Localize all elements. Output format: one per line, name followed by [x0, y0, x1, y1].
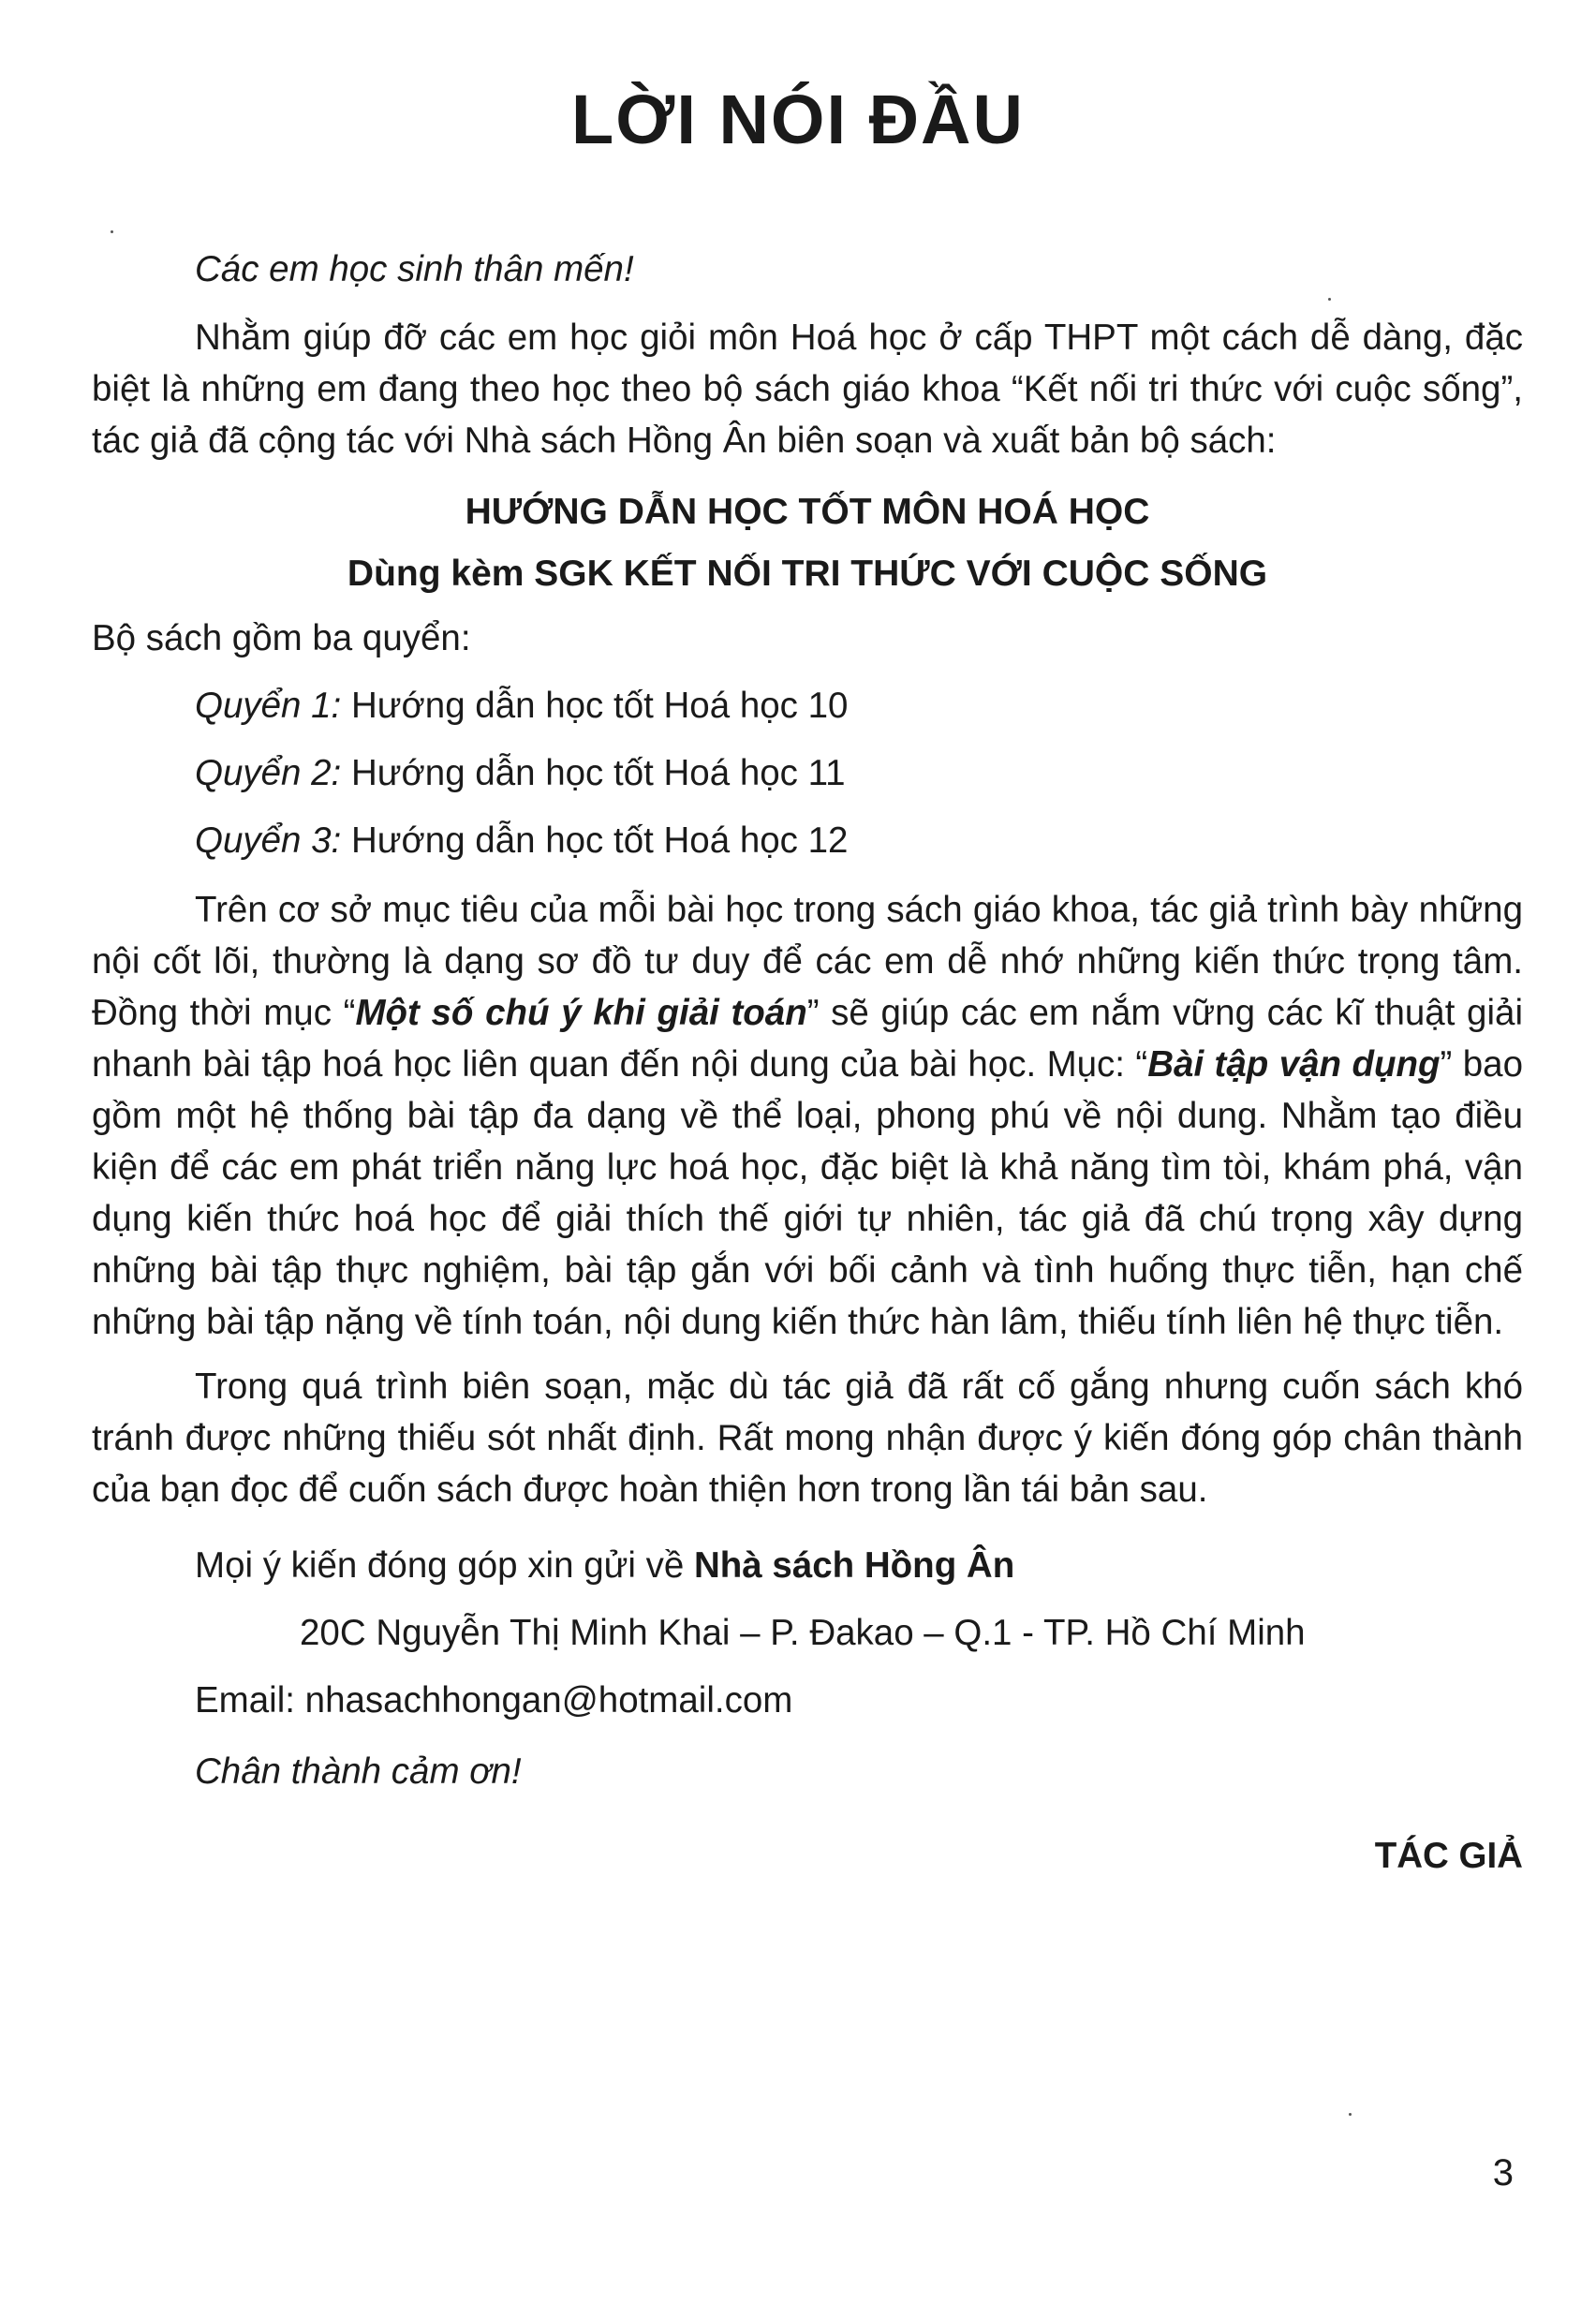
- contact-intro: Mọi ý kiến đóng góp xin gửi về: [195, 1545, 694, 1586]
- volume-name: Hướng dẫn học tốt Hoá học 11: [350, 753, 846, 793]
- email-address: nhasachhongan@hotmail.com: [304, 1680, 793, 1721]
- volumes-intro: Bộ sách gồm ba quyển:: [92, 618, 471, 658]
- content-paragraph: [92, 884, 1523, 1348]
- content-highlight-1: Một số chú ý khi giải toán: [355, 993, 807, 1033]
- scan-speck: [111, 230, 113, 233]
- contact-email-line: [92, 1667, 1523, 1735]
- content-highlight-2: Bài tập vận dụng: [1147, 1044, 1441, 1085]
- volume-item: [92, 672, 1523, 740]
- volume-name: Hướng dẫn học tốt Hoá học 12: [350, 820, 849, 861]
- page-number: 3: [1492, 2152, 1514, 2193]
- volume-item: [92, 807, 1523, 875]
- author-signature: TÁC GIẢ: [1374, 1836, 1523, 1876]
- email-label: Email:: [195, 1680, 305, 1721]
- thanks: Chân thành cảm ơn!: [195, 1751, 522, 1792]
- volume-label: Quyển 1:: [195, 686, 342, 726]
- content-text-2: ” sẽ giúp các em nắm vững các kĩ thuật giải nhanh bài tập hoá học liên quan đến nội dung của bài học. Mục: “: [92, 993, 1523, 1085]
- content-text-3: ” bao gồm một hệ thống bài tập đa dạng về thể loại, phong phú về nội dung. Nhằm tạo điều kiện để các em phát triển năng lực hoá học, đặc biệt là khả năng tìm tòi, khám phá, vận dụng kiến thức hoá học để giải thích thế giới tự nhiên, tác giả đã chú trọng xây dựng những bài tập thực nghiệm, bài tập gắn với bối cảnh và tình huống thực tiễn, hạn chế những bài tập nặng về tính toán, nội dung kiến thức hàn lâm, thiếu tính liên hệ thực tiễn.: [92, 1044, 1523, 1342]
- volume-label: Quyển 3:: [195, 820, 342, 861]
- contact-line: [92, 1532, 1523, 1600]
- closing-paragraph: Trong quá trình biên soạn, mặc dù tác giả đã rất cố gắng nhưng cuốn sách khó tránh được những thiếu sót nhất định. Rất mong nhận được ý kiến đóng góp chân thành của bạn đọc để cuốn sách được hoàn thiện hơn trong lần tái bản sau.: [92, 1366, 1523, 1510]
- publisher-name: Nhà sách Hồng Ân: [693, 1545, 1015, 1586]
- series-subtitle: Dùng kèm SGK KẾT NỐI TRI THỨC VỚI CUỘC SỐNG: [347, 554, 1268, 594]
- page-title: LỜI NÓI ĐẦU: [571, 81, 1025, 158]
- content-text-1: Trên cơ sở mục tiêu của mỗi bài học trong sách giáo khoa, tác giả trình bày những nội cốt lõi, thường là dạng sơ đồ tư duy để các em dễ nhớ những kiến thức trọng tâm. Đồng thời mục “: [92, 890, 1523, 1033]
- intro-paragraph: Nhằm giúp đỡ các em học giỏi môn Hoá học ở cấp THPT một cách dễ dàng, đặc biệt là những em đang theo học theo bộ sách giáo khoa “Kết nối tri thức với cuộc sống”, tác giả đã cộng tác với Nhà sách Hồng Ân biên soạn và xuất bản bộ sách:: [92, 318, 1523, 461]
- contact-address: 20C Nguyễn Thị Minh Khai – P. Đakao – Q.1 - TP. Hồ Chí Minh: [300, 1613, 1306, 1653]
- greeting: Các em học sinh thân mến!: [195, 249, 634, 289]
- body-text: [92, 244, 1523, 1890]
- volume-item: [92, 740, 1523, 807]
- scan-speck: [1349, 2113, 1352, 2116]
- series-title: HƯỚNG DẪN HỌC TỐT MÔN HOÁ HỌC: [465, 492, 1150, 532]
- volume-label: Quyển 2:: [195, 753, 342, 793]
- scan-speck: [1328, 298, 1331, 301]
- volume-name: Hướng dẫn học tốt Hoá học 10: [350, 686, 849, 726]
